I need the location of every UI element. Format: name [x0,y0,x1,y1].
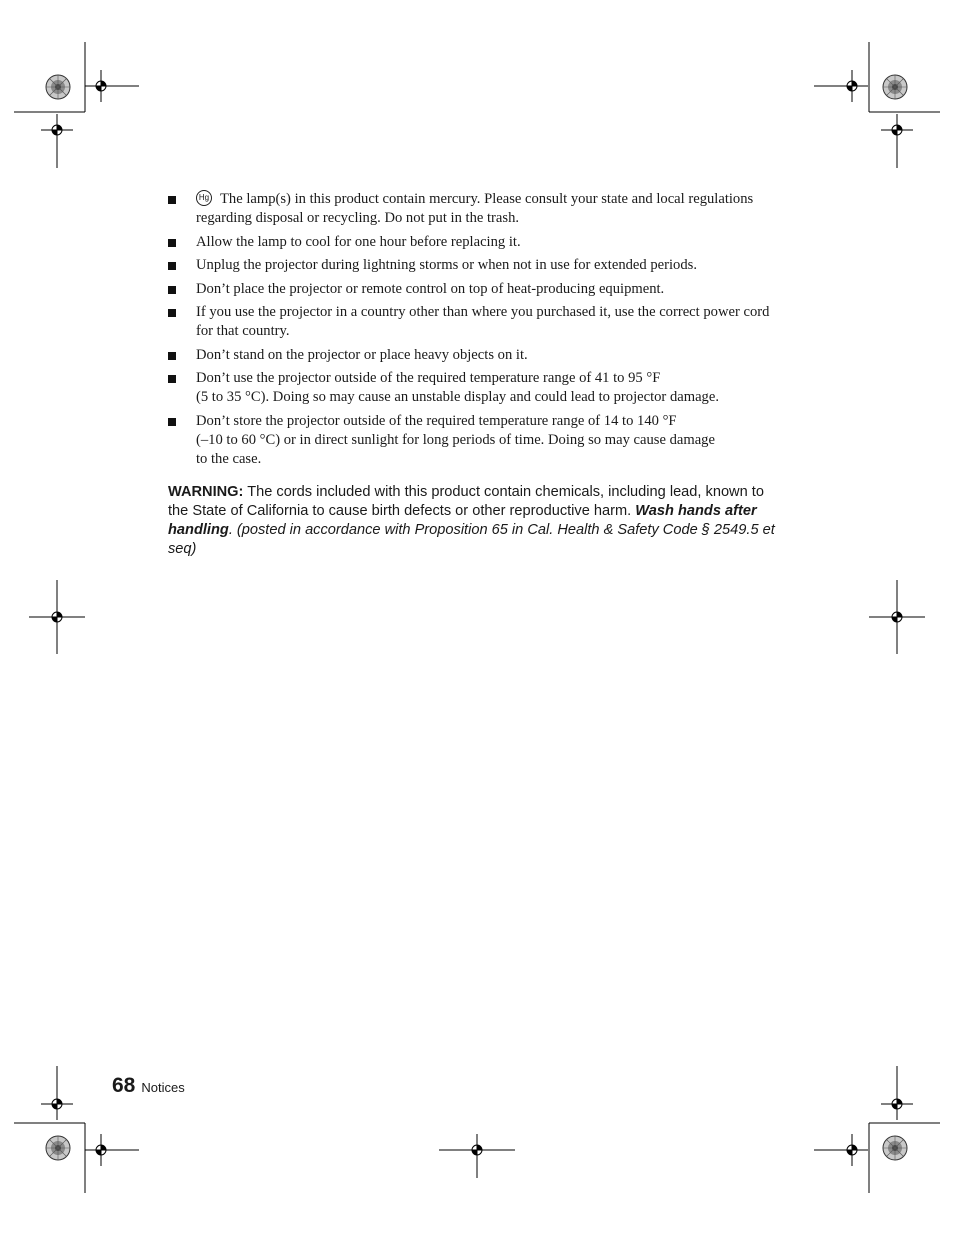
list-item [168,233,788,252]
prop65-warning [168,483,788,559]
list-item [168,303,788,341]
bullet-square [168,286,176,294]
list-item [168,369,788,407]
color-target [46,75,70,99]
registration-mark [439,1134,515,1178]
warning-body: The cords included with this product contain chemicals, including lead, known to the State of California to cause birth defects or other reproductive harm. [168,484,764,519]
list-item-text: Don’t stand on the projector or place heavy objects on it. [196,346,528,363]
bullet-square [168,418,176,426]
list-item-line: (–10 to 60 °C) or in direct sunlight for long periods of time. Doing so may cause damage [196,431,715,448]
safety-list [168,190,788,473]
list-item [168,256,788,275]
list-item-text: Don’t place the projector or remote control on top of heat-producing equipment. [196,280,665,297]
color-target [883,1136,907,1160]
warning-note: . (posted in accordance with Proposition 65 in Cal. Health & Safety Code § 2549.5 et seq) [168,522,775,557]
color-target [883,75,907,99]
list-item-text: Allow the lamp to cool for one hour before replacing it. [196,233,521,250]
color-target [46,1136,70,1160]
list-item-text: If you use the projector in a country other than where you purchased it, use the correct power cord for that country. [196,304,770,339]
registration-mark [814,1134,868,1166]
bullet-square [168,352,176,360]
list-item-line: Don’t store the projector outside of the required temperature range of 14 to 140 °F [196,412,677,429]
registration-mark [41,114,73,168]
page-number: 68 [112,1074,136,1097]
list-item-line: Don’t use the projector outside of the required temperature range of 41 to 95 °F [196,370,661,386]
bullet-square [168,309,176,317]
bullet-square [168,239,176,247]
list-item [168,190,788,228]
warning-emphasis: Wash hands after handling [168,503,757,538]
registration-mark [814,70,868,102]
registration-mark [29,580,85,654]
bullet-square [168,262,176,270]
list-item [168,346,788,365]
list-item-line: (5 to 35 °C). Doing so may cause an unstable display and could lead to projector damage. [196,389,719,405]
registration-mark [85,1134,139,1166]
registration-mark [85,70,139,102]
list-item [168,412,788,469]
warning-label: WARNING: [168,484,244,500]
registration-mark [881,1066,913,1120]
registration-mark [869,580,925,654]
page-footer [112,1074,185,1098]
bullet-square [168,196,176,204]
bullet-square [168,375,176,383]
list-item-line: to the case. [196,450,262,467]
list-item-text: The lamp(s) in this product contain mercury. Please consult your state and local regulations regarding disposal or recycling. Do not put in the trash. [196,191,754,226]
list-item [168,280,788,299]
mercury-hg-icon: Hg [196,190,212,206]
list-item-text: Unplug the projector during lightning storms or when not in use for extended periods. [196,257,697,273]
section-name: Notices [141,1080,185,1095]
registration-mark [881,114,913,168]
registration-mark [41,1066,73,1120]
